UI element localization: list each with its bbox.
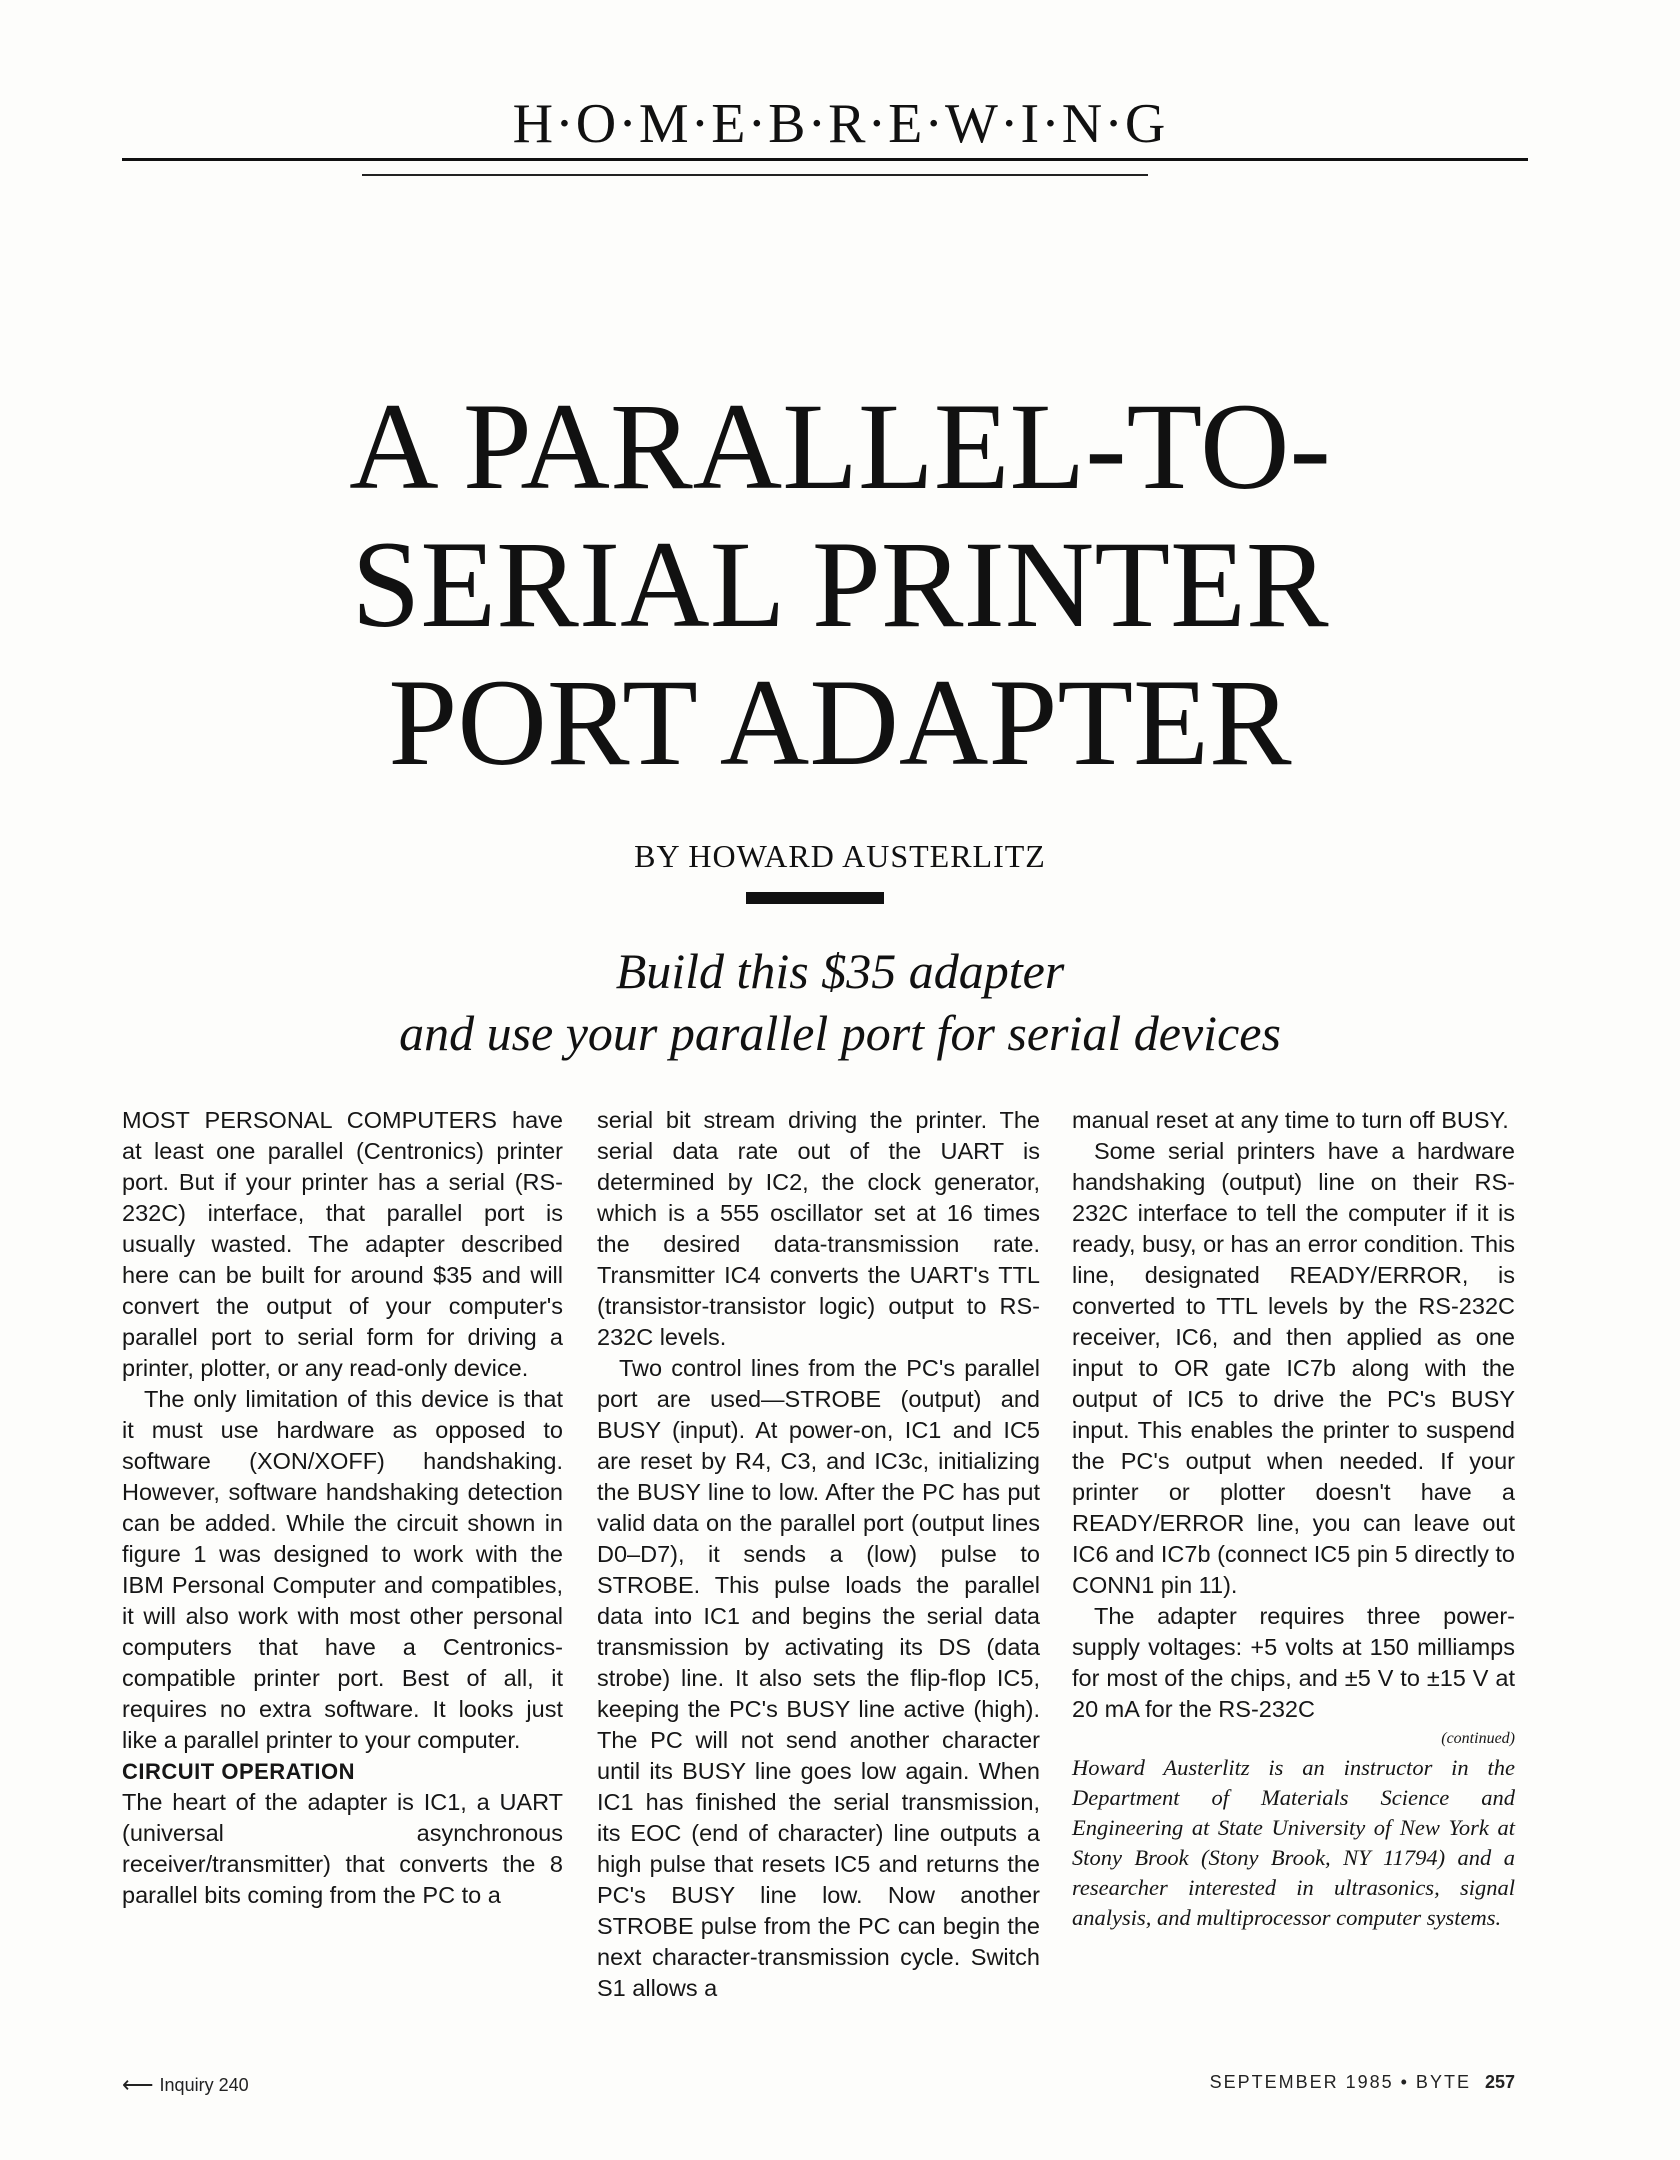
author-bio: Howard Austerlitz is an instructor in the Department of Materials Science and Engineering at State University of New York at Stony Brook (Stony Brook, NY 11794) and a researcher interested in ultrasonics, signal analysis, and multiprocessor computer systems. xyxy=(1072,1755,1515,1930)
byline-bar xyxy=(746,892,884,904)
byline: BY HOWARD AUSTERLITZ xyxy=(634,838,1046,874)
article-headline xyxy=(0,378,1680,792)
page-number: 257 xyxy=(1484,2072,1515,2092)
paragraph: manual reset at any time to turn off BUSY. xyxy=(1072,1107,1509,1133)
subhead-circuit-operation: CIRCUIT OPERATION xyxy=(122,1759,355,1784)
headline-line-1: A PARALLEL-TO- xyxy=(349,378,1331,515)
paragraph: Some serial printers have a hardware handshaking (output) line on their RS-232C interface to tell the computer if it is ready, busy, or has an error condition. This line, designated READY/ERROR, is converted to TTL levels by the RS-232C receiver, IC6, and then applied as one input to OR gate IC7b along with the output of IC5 to drive the PC's BUSY input. This enables the printer to suspend the PC's output when needed. If your printer or plotter doesn't have a READY/ERROR line, you can leave out IC6 and IC7b (connect IC5 pin 5 directly to CONN1 pin 11). xyxy=(1072,1138,1515,1598)
column-2 xyxy=(597,1105,1040,2004)
deck-line-2: and use your parallel port for serial devices xyxy=(399,1005,1281,1061)
paragraph: serial bit stream driving the printer. The serial data rate out of the UART is determined by IC2, the clock generator, which is a 555 oscillator set at 16 times the desired data-transmission rate. Transmitter IC4 converts the UART's TTL (transistor-transistor logic) output to RS-232C levels. xyxy=(597,1107,1040,1350)
footer-inquiry xyxy=(122,2072,249,2098)
section-heading: H·O·M·E·B·R·E·W·I·N·G xyxy=(512,93,1168,155)
paragraph: The heart of the adapter is IC1, a UART (universal asynchronous receiver/transmitter) that converts the 8 parallel bits coming from the PC to a xyxy=(122,1789,563,1908)
paragraph: Two control lines from the PC's parallel port are used—STROBE (output) and BUSY (input). At power-on, IC1 and IC5 are reset by R4, C3, and IC3c, initializing the BUSY line to low. After the PC has put valid data on the parallel port (output lines D0–D7), it sends a (low) pulse to STROBE. This pulse loads the parallel data into IC1 and begins the serial data transmission by activating its DS (data strobe) line. It also sets the flip-flop IC5, keeping the PC's BUSY line active (high). The PC will not send another character until its BUSY line goes low again. When IC1 has finished the serial transmission, its EOC (end of character) line outputs a high pulse that resets IC5 and returns the PC's BUSY line low. Now another STROBE pulse from the PC can begin the next character-transmission cycle. Switch S1 allows a xyxy=(597,1355,1040,2001)
continued-label: (continued) xyxy=(1441,1730,1515,1747)
issue-label: SEPTEMBER 1985 • BYTE xyxy=(1209,2072,1471,2092)
long-left-arrow-icon: ⟵ xyxy=(122,2072,154,2097)
footer-folio xyxy=(1210,2072,1515,2093)
header-rule-thick xyxy=(122,158,1528,161)
column-3 xyxy=(1072,1105,1515,1933)
column-1 xyxy=(122,1105,563,1911)
paragraph: The only limitation of this device is that it must use hardware as opposed to software (XON/XOFF) handshaking. However, software handshaking detection can be added. While the circuit shown in figure 1 was designed to work with the IBM Personal Computer and compatibles, it will also work with most other personal computers that have a Centronics-compatible printer port. Best of all, it requires no extra software. It looks just like a parallel printer to your computer. xyxy=(122,1386,563,1753)
paragraph: The adapter requires three power-supply voltages: +5 volts at 150 milliamps for most of the chips, and ±5 V to ±15 V at 20 mA for the RS-232C xyxy=(1072,1603,1515,1722)
header-rule-thin xyxy=(362,174,1148,176)
headline-line-2: SERIAL PRINTER xyxy=(351,516,1329,653)
inquiry-number: Inquiry 240 xyxy=(159,2074,249,2095)
deck-line-1: Build this $35 adapter xyxy=(615,943,1065,999)
headline-line-3: PORT ADAPTER xyxy=(388,654,1292,791)
article-deck xyxy=(0,940,1680,1064)
paragraph: MOST PERSONAL COMPUTERS have at least one parallel (Centronics) printer port. But if your printer has a serial (RS-232C) interface, that parallel port is usually wasted. The adapter described here can be built for around $35 and will convert the output of your computer's parallel port to serial form for driving a printer, plotter, or any read-only device. xyxy=(122,1107,563,1381)
